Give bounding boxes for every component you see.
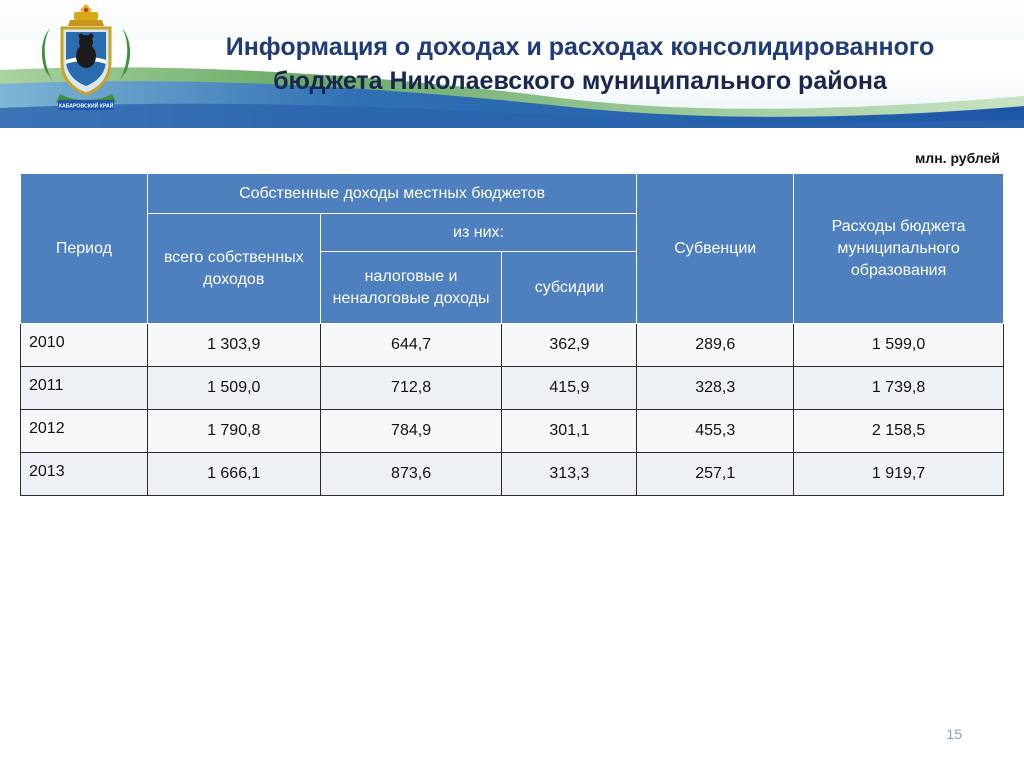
header-own-revenue: Собственные доходы местных бюджетов — [147, 174, 637, 214]
units-label: млн. рублей — [914, 150, 1000, 166]
header-period: Период — [21, 174, 148, 324]
cell-tax: 784,9 — [320, 410, 502, 453]
header-total-own: всего собственных доходов — [147, 214, 320, 324]
cell-total: 1 509,0 — [147, 367, 320, 410]
title-line-1: Информация о доходах и расходах консолидированного — [225, 33, 935, 61]
cell-expenditures: 1 599,0 — [794, 324, 1004, 367]
cell-tax: 873,6 — [320, 453, 502, 496]
cell-period: 2013 — [21, 453, 148, 496]
table-row — [21, 367, 1004, 410]
cell-total: 1 303,9 — [147, 324, 320, 367]
cell-subventions: 257,1 — [637, 453, 794, 496]
header-subsidies: субсидии — [502, 252, 637, 324]
cell-subsidies: 415,9 — [502, 367, 637, 410]
cell-subsidies: 301,1 — [502, 410, 637, 453]
cell-period: 2011 — [21, 367, 148, 410]
title-line-2: бюджета Николаевского муниципального района — [273, 67, 887, 95]
cell-total: 1 666,1 — [147, 453, 320, 496]
cell-period: 2010 — [21, 324, 148, 367]
coat-of-arms-icon — [40, 2, 132, 120]
slide-header — [0, 0, 1024, 128]
header-subventions: Субвенции — [637, 174, 794, 324]
slide-title — [150, 30, 1010, 98]
cell-tax: 712,8 — [320, 367, 502, 410]
table-row — [21, 453, 1004, 496]
page-number: 15 — [946, 726, 962, 742]
emblem-caption: ХАБАРОВСКИЙ КРАЙ — [58, 103, 114, 110]
cell-tax: 644,7 — [320, 324, 502, 367]
cell-expenditures: 2 158,5 — [794, 410, 1004, 453]
cell-period: 2012 — [21, 410, 148, 453]
header-tax-nontax: налоговые и неналоговые доходы — [320, 252, 502, 324]
table-row — [21, 410, 1004, 453]
cell-subsidies: 362,9 — [502, 324, 637, 367]
header-of-which: из них: — [320, 214, 637, 252]
cell-total: 1 790,8 — [147, 410, 320, 453]
cell-subventions: 455,3 — [637, 410, 794, 453]
cell-subsidies: 313,3 — [502, 453, 637, 496]
cell-expenditures: 1 739,8 — [794, 367, 1004, 410]
budget-table — [20, 173, 1004, 496]
cell-subventions: 328,3 — [637, 367, 794, 410]
cell-subventions: 289,6 — [637, 324, 794, 367]
header-expenditures: Расходы бюджета муниципального образования — [794, 174, 1004, 324]
cell-expenditures: 1 919,7 — [794, 453, 1004, 496]
table-row — [21, 324, 1004, 367]
